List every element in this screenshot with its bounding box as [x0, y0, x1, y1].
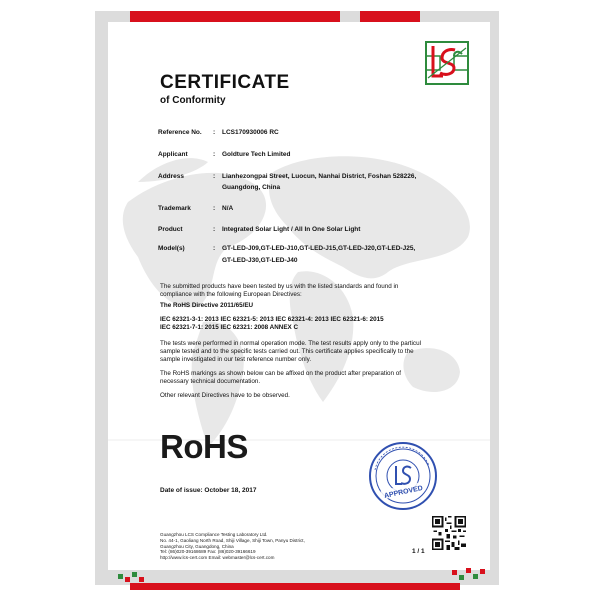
- certificate-title: CERTIFICATE: [160, 72, 290, 93]
- tests-line-3: sample investigated in our test reference number only.: [160, 356, 312, 363]
- tests-line-2: sample tested and to the specific tests carried out. This certificate applies specifically to the: [160, 348, 414, 355]
- field-colon: :: [213, 205, 216, 212]
- field-value-applicant: Goldture Tech Limited: [222, 151, 291, 158]
- field-value-trademark: N/A: [222, 205, 234, 212]
- footer-line-3: Guangzhou City, Guangdong, China: [160, 543, 234, 549]
- footer-line-1: Guangzhou LCS Compliance Testing Laboratory Ltd.: [160, 532, 268, 537]
- rohs-mark: RoHS: [160, 428, 248, 465]
- field-value-address-line2: Guangdong, China: [222, 184, 281, 191]
- standards-block: [160, 316, 460, 332]
- field-label-address: Address: [158, 173, 185, 180]
- bottom-red-bar: [130, 583, 460, 590]
- certificate-subtitle: of Conformity: [160, 95, 226, 106]
- directive-line: The RoHS Directive 2011/65/EU: [160, 302, 254, 309]
- markings-paragraph: [160, 370, 445, 386]
- intro-paragraph: [160, 283, 445, 299]
- date-of-issue: Date of issue: October 18, 2017: [160, 487, 257, 494]
- footer-line-5: http://www.lcs-cert.com Email: webmaster@lcs-cert.com: [160, 555, 275, 561]
- field-value-models-line2: GT-LED-J30,GT-LED-J40: [222, 257, 298, 264]
- tests-paragraph: [160, 340, 450, 364]
- lcs-logo: [424, 40, 470, 86]
- field-label-models: Model(s): [158, 245, 185, 252]
- intro-line-1: The submitted products have been tested by us with the listed standards and found in: [160, 283, 399, 290]
- footer-line-4: Tel: (86)020-39168689 Fax: (86)020-39166619: [160, 549, 256, 555]
- field-colon: :: [213, 226, 216, 233]
- field-value-reference: LCS170930006 RC: [222, 129, 279, 136]
- field-label-applicant: Applicant: [158, 151, 188, 158]
- markings-line-1: The RoHS markings as shown below can be affixed on the product after preparation of: [160, 370, 402, 377]
- field-value-models-line1: GT-LED-J09,GT-LED-J10,GT-LED-J15,GT-LED-J20,GT-LED-J25,: [222, 245, 416, 252]
- field-label-reference: Reference No.: [158, 129, 202, 136]
- field-colon: :: [213, 245, 216, 252]
- page-number: 1 / 1: [412, 548, 425, 555]
- qr-code: [432, 516, 466, 550]
- field-label-trademark: Trademark: [158, 205, 191, 212]
- field-colon: :: [213, 129, 216, 136]
- approval-seal: [367, 440, 439, 512]
- standards-line-1: IEC 62321-3-1: 2013 IEC 62321-5: 2013 IEC 62321-4: 2013 IEC 62321-6: 2015: [160, 316, 384, 323]
- intro-line-2: compliance with the following European Directives:: [160, 291, 302, 298]
- field-value-product: Integrated Solar Light / All In One Solar Light: [222, 226, 361, 233]
- corner-decoration-right: [452, 566, 492, 582]
- markings-line-2: necessary technical documentation.: [160, 378, 261, 385]
- standards-line-2: IEC 62321-7-1: 2015 IEC 62321: 2008 ANNEX C: [160, 324, 299, 331]
- field-colon: :: [213, 151, 216, 158]
- other-directives-line: Other relevant Directives have to be observed.: [160, 392, 290, 399]
- tests-line-1: The tests were performed in normal operation mode. The test results apply only to the particul: [160, 340, 421, 347]
- field-label-product: Product: [158, 226, 183, 233]
- corner-decoration-left: [118, 568, 148, 584]
- field-colon: :: [213, 173, 216, 180]
- seal-approved-text: APPROVED: [383, 484, 424, 500]
- field-value-address-line1: Lianhezongpai Street, Luocun, Nanhai District, Foshan 528226,: [222, 173, 417, 180]
- footer-line-2: No. 44-1, Gaoliang North Road, Shiji Village, Shiji Town, Panyu District,: [160, 537, 305, 543]
- lab-footer: [160, 532, 305, 561]
